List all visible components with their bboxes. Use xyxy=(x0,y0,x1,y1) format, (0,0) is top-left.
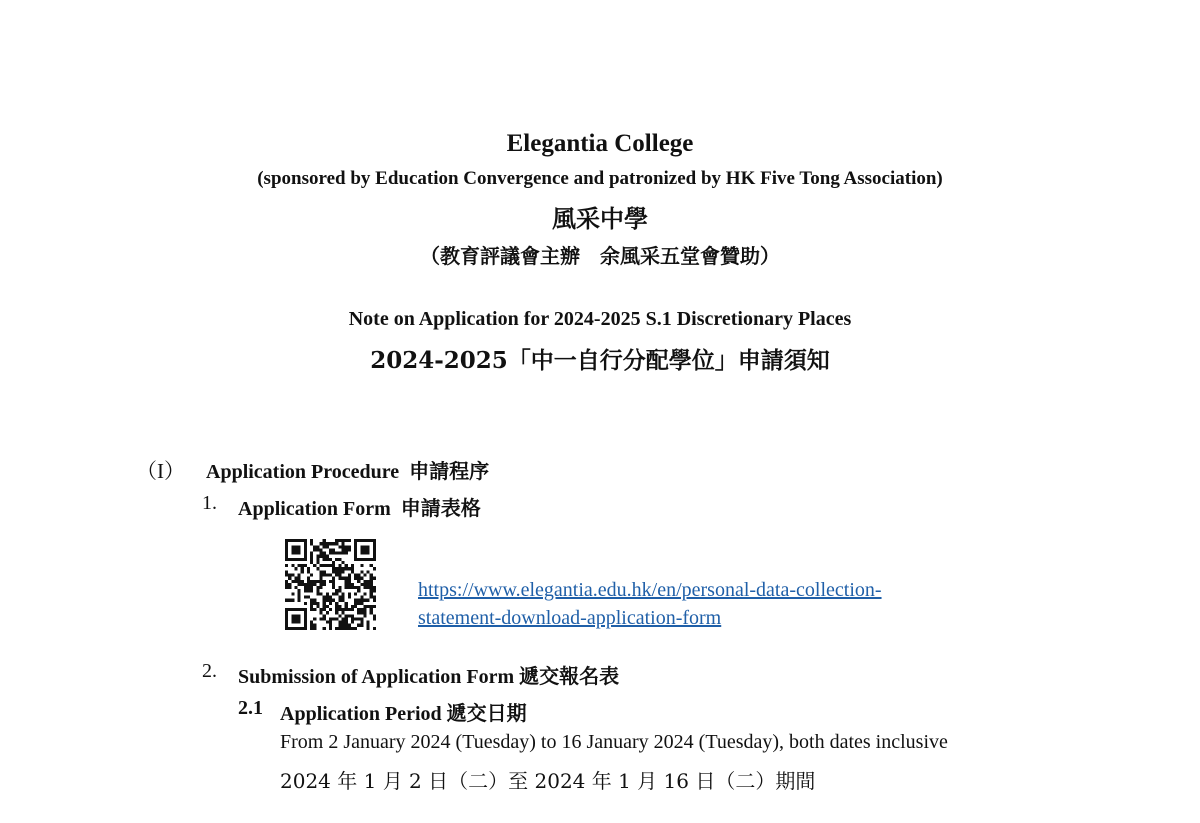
item-2-title-zh: 遞交報名表 xyxy=(519,664,620,688)
sub-2-1-title-zh: 遞交日期 xyxy=(446,701,527,725)
application-period-text-zh: 2024 年 1 月 2 日（二）至 2024 年 1 月 16 日（二）期間 xyxy=(280,769,816,793)
note-title-zh: 2024-2025「中一自行分配學位」申請須知 xyxy=(370,347,830,374)
school-name-zh: 風采中學 xyxy=(552,204,648,233)
section-1-title xyxy=(206,455,489,484)
qr-code-icon[interactable] xyxy=(285,539,376,630)
application-form-link-line-2[interactable]: statement-download-application-form xyxy=(418,607,722,629)
sponsor-en: (sponsored by Education Convergence and patronized by HK Five Tong Association) xyxy=(257,168,943,189)
application-period-text-en: From 2 January 2024 (Tuesday) to 16 January 2024 (Tuesday), both dates inclusive xyxy=(280,731,948,753)
item-1-title-en: Application Form xyxy=(238,498,391,520)
section-1-title-zh: 申請程序 xyxy=(409,459,490,483)
section-1-marker: （I） xyxy=(136,459,185,483)
school-name-en: Elegantia College xyxy=(506,130,694,157)
item-1-title xyxy=(238,492,481,521)
application-form-link-line-1[interactable]: https://www.elegantia.edu.hk/en/personal-data-collection- xyxy=(418,579,882,601)
sub-2-1-number: 2.1 xyxy=(238,697,263,719)
item-1-number: 1. xyxy=(202,492,217,514)
note-title-en: Note on Application for 2024-2025 S.1 Discretionary Places xyxy=(348,308,852,330)
section-1-title-en: Application Procedure xyxy=(206,461,400,483)
item-2-title xyxy=(238,660,619,689)
item-2-title-en: Submission of Application Form xyxy=(238,666,515,688)
item-2-number: 2. xyxy=(202,660,217,682)
sub-2-1-title-en: Application Period xyxy=(280,703,442,725)
sponsor-zh: （教育評議會主辦 余風采五堂會贊助） xyxy=(420,244,780,268)
sub-2-1-title xyxy=(280,697,527,726)
item-1-title-zh: 申請表格 xyxy=(400,496,481,520)
